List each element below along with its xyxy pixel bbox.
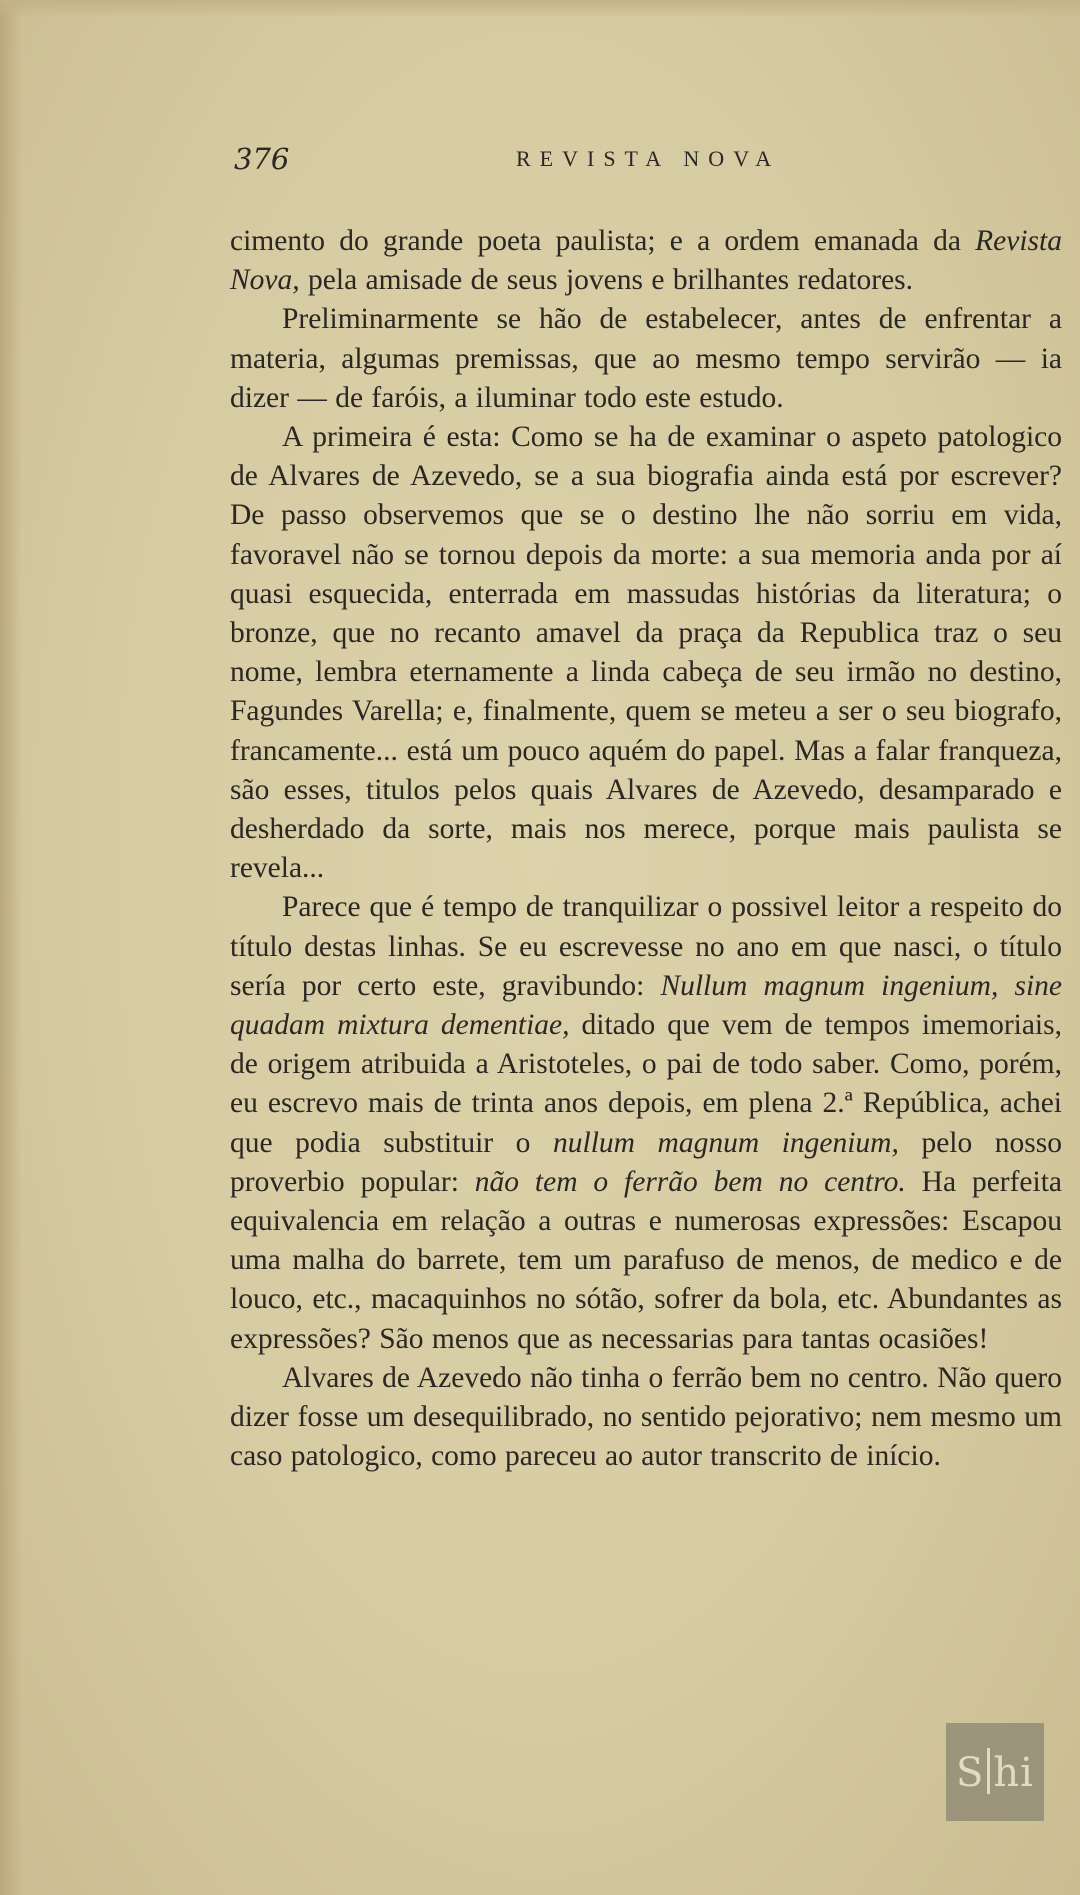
text-run: Alvares de Azevedo não tinha o ferrão bem no centro. Não quero dizer fosse um desequilibrado, no sentido pejorativo; nem mesmo um caso patologico, como pareceu ao autor transcrito de início. [230,1361,1062,1473]
text-run: Preliminarmente se hão de estabelecer, antes de enfrentar a materia, algumas premissas, que ao mesmo tempo servirão — ia dizer — de faróis, a iluminar todo este estudo. [230,303,1062,414]
paragraph [230,888,1062,1358]
running-title: REVISTA NOVA [516,146,781,171]
page-top-shadow [0,0,1080,18]
text-run: ditado que vem de tempos imemoriais, de origem atribuida a Aristoteles, o pai de todo saber. Como, porém, eu escrevo mais de trinta anos depois, em plena 2.ª República, achei que podia substituir o [230,1009,1062,1159]
page-number: 376 [234,142,290,176]
text-run: pelo nosso proverbio popular: [230,1126,1063,1198]
text-run: pela amisade de seus jovens e brilhantes redatores. [299,264,914,297]
watermark-logo [946,1723,1044,1821]
watermark-letter: S [956,1750,985,1796]
paragraph [230,222,1062,300]
watermark-letters: hi [993,1750,1034,1796]
italic-text: não tem o ferrão bem no centro. [474,1165,906,1198]
italic-text: Nullum magnum ingenium, sine quadam mixtura dementiae, [230,969,1063,1042]
page-header [234,142,1054,182]
watermark-bar [987,1748,990,1794]
text-run: cimento do grande poeta paulista; e a ordem emanada da [230,225,976,257]
text-run: A primeira é esta: Como se ha de examinar o aspeto patologico de Alvares de Azevedo, se a sua biografia ainda está por escrever? De passo observemos que se o destino lhe não sorriu em vida, favoravel não se tornou depois da morte: a sua memoria anda por aí quasi esquecida, enterrada em massudas histórias da literatura; o bronze, que no recanto amavel da praça da Republica traz o seu nome, lembra eternamente a linda cabeça de seu irmão no destino, Fagundes Varella; e, finalmente, quem se meteu a ser o seu biografo, francamente... está um pouco aquém do papel. Mas a falar franqueza, são esses, titulos pelos quais Alvares de Azevedo, desamparado e desherdado da sorte, mais nos merece, porque mais paulista se revela... [230,421,1062,885]
italic-text: Revista Nova, [230,225,1062,297]
paragraph [230,300,1062,418]
paragraph [230,418,1062,888]
paragraph [230,1359,1062,1477]
text-run: Parece que é tempo de tranquilizar o possivel leitor a respeito do título destas linhas. Se eu escrevesse no ano em que nasci, o título sería por certo este, gravibundo: [230,891,1062,1002]
watermark-logo-text [956,1748,1034,1796]
body-text [230,222,1062,1477]
italic-text: nullum magnum ingenium, [553,1126,899,1159]
text-run: Ha perfeita equivalencia em relação a outras e numerosas expressões: Escapou uma malha do barrete, tem um parafuso de menos, de medico e de louco, etc., macaquinhos no sótão, sofrer da bola, etc. Abundantes as expressões? São menos que as necessarias para tantas ocasiões! [230,1165,1063,1355]
page-edge-shadow [0,0,22,1895]
